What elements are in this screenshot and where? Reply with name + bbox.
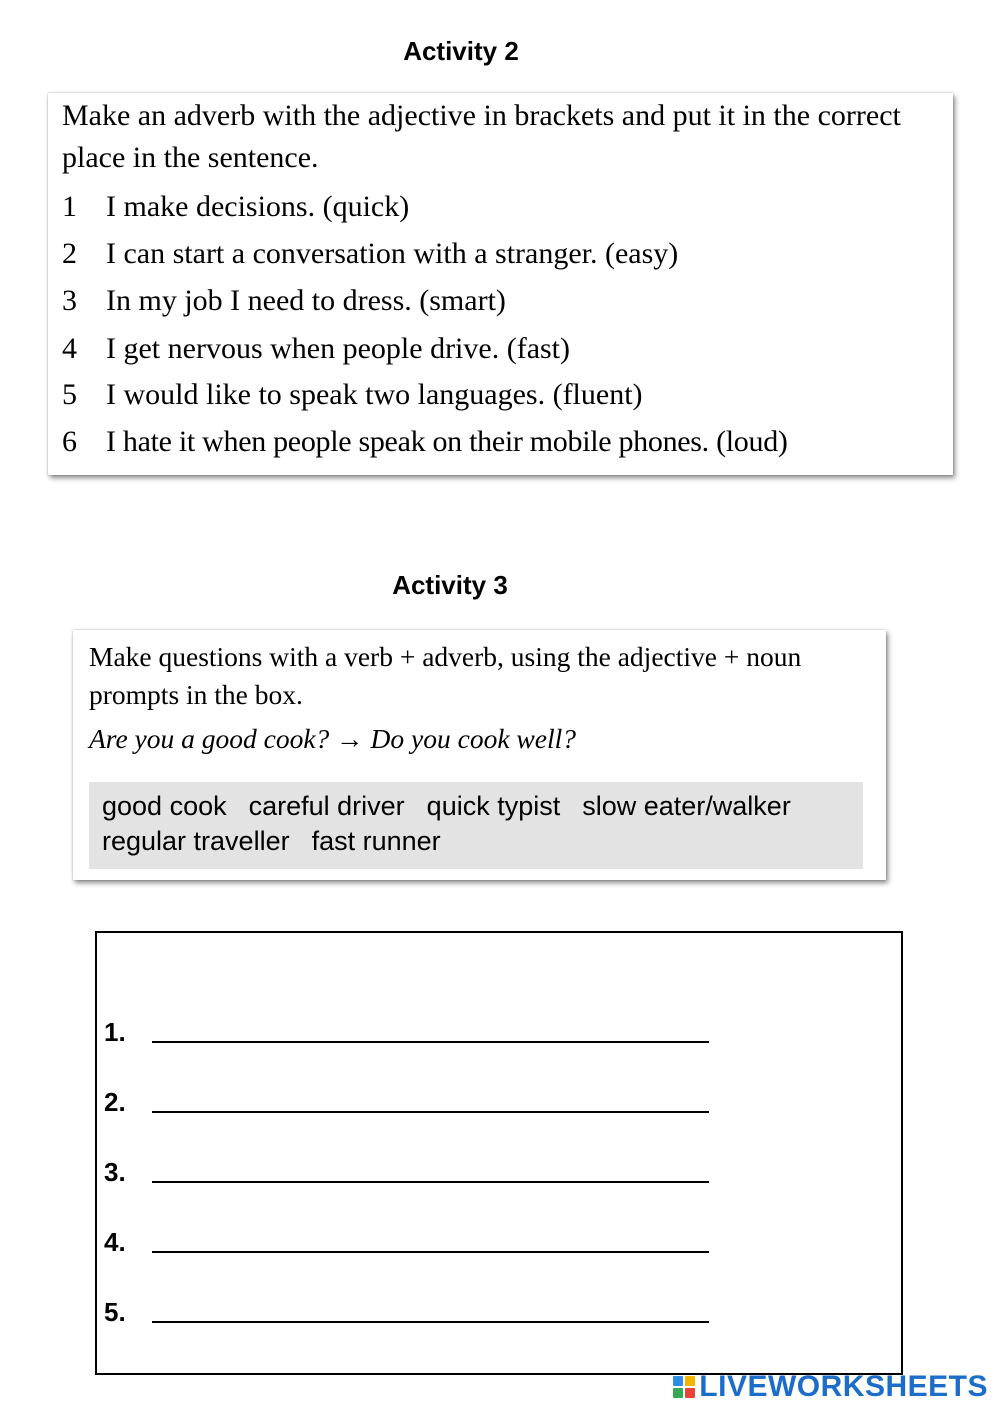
answer-row [104, 1297, 144, 1328]
word-prompt: good cook [102, 791, 227, 821]
list-item [62, 331, 570, 367]
liveworksheets-logo-icon [673, 1376, 695, 1398]
item-text: I make decisions. (quick) [106, 190, 410, 223]
word-prompt: slow eater/walker [582, 791, 791, 821]
item-number: 2 [62, 237, 77, 270]
list-item [62, 189, 409, 225]
answer-row [104, 1157, 144, 1188]
list-item [62, 236, 678, 272]
answer-number: 1. [104, 1017, 126, 1047]
activity-2-instruction: Make an adverb with the adjective in brackets and put it in the correct place in the sentence. [62, 99, 901, 174]
answer-row [104, 1087, 144, 1118]
answer-line-4[interactable] [152, 1251, 709, 1253]
answer-number: 5. [104, 1297, 126, 1327]
item-number: 6 [62, 425, 77, 458]
item-text: In my job I need to dress. (smart) [106, 284, 506, 317]
item-number: 3 [62, 284, 77, 317]
item-text: I would like to speak two languages. (fluent) [106, 378, 643, 411]
answer-line-5[interactable] [152, 1321, 709, 1323]
word-box [89, 782, 863, 869]
logo-text: LIVEWORKSHEETS [699, 1370, 988, 1403]
answer-row [104, 1227, 144, 1258]
answer-number: 2. [104, 1087, 126, 1117]
list-item [62, 377, 643, 413]
word-prompt: quick typist [426, 791, 561, 821]
word-prompt: careful driver [248, 791, 405, 821]
list-item [62, 283, 506, 319]
word-prompt: fast runner [311, 826, 441, 856]
item-number: 1 [62, 190, 77, 223]
item-text: I get nervous when people drive. (fast) [106, 332, 571, 365]
activity-3-instruction: Make questions with a verb + adverb, using the adjective + noun prompts in the box. [89, 641, 802, 710]
answer-box [95, 931, 903, 1375]
word-box-line-1 [102, 789, 813, 824]
item-number: 5 [62, 378, 77, 411]
answer-row [104, 1017, 144, 1048]
activity-2-card [48, 93, 953, 475]
answer-number: 3. [104, 1157, 126, 1187]
activity-3-card [73, 630, 886, 880]
item-text: I hate it when people speak on their mobile phones. (loud) [106, 425, 788, 458]
answer-line-1[interactable] [152, 1041, 709, 1043]
answer-line-2[interactable] [152, 1111, 709, 1113]
liveworksheets-logo[interactable] [673, 1370, 988, 1404]
activity-3-heading: Activity 3 [392, 570, 508, 600]
activity-3-example: Are you a good cook? → Do you cook well? [89, 723, 576, 754]
list-item [62, 424, 788, 460]
activity-2-heading: Activity 2 [403, 36, 519, 66]
answer-line-3[interactable] [152, 1181, 709, 1183]
item-text: I can start a conversation with a stranger. (easy) [106, 237, 679, 270]
word-prompt: regular traveller [102, 826, 290, 856]
word-box-line-2 [102, 824, 463, 859]
item-number: 4 [62, 332, 77, 365]
answer-number: 4. [104, 1227, 126, 1257]
